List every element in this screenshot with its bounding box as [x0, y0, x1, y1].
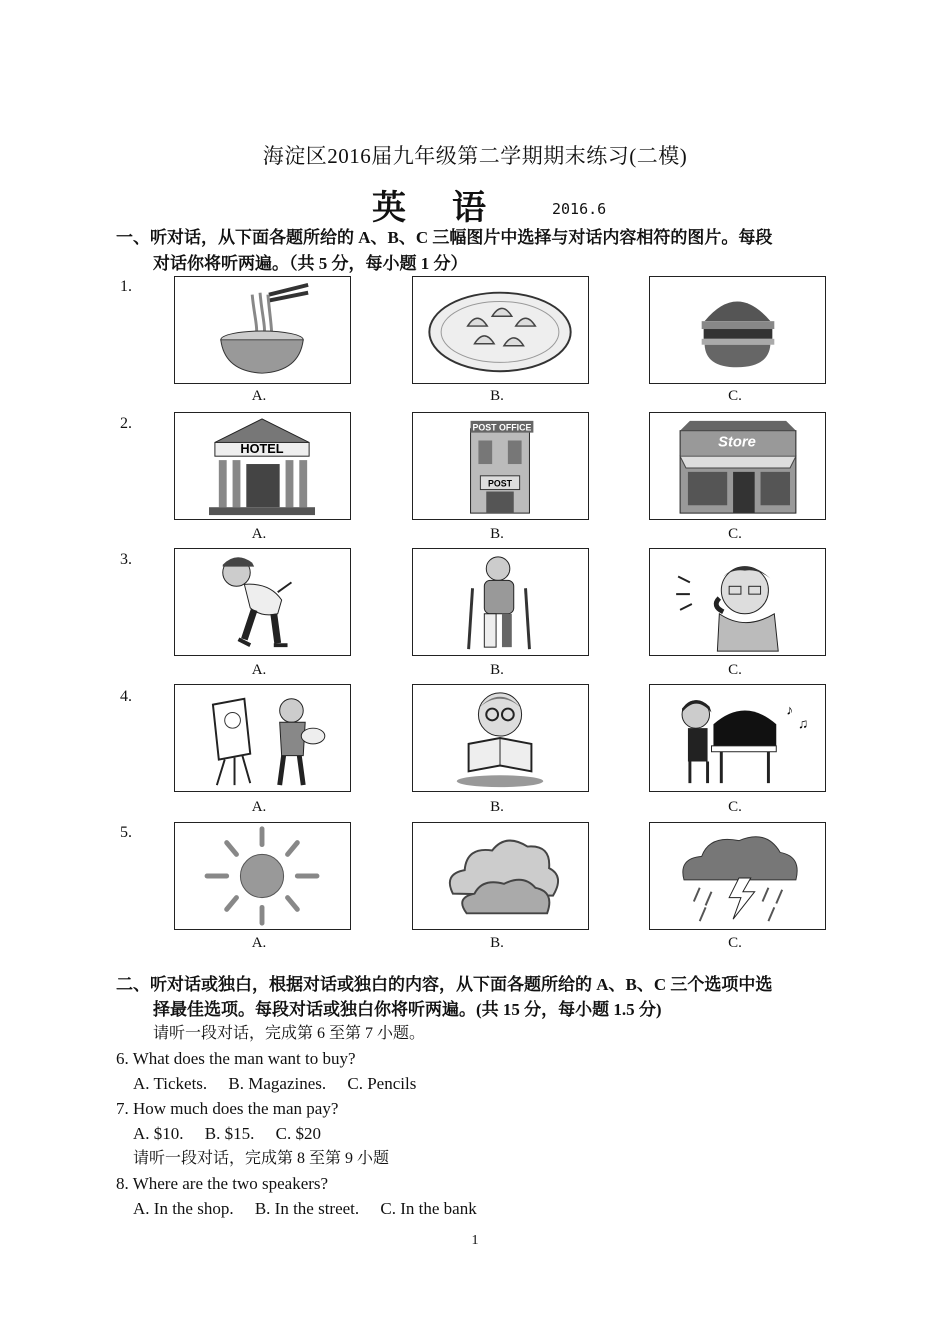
option-label: A. — [251, 935, 267, 951]
store-icon — [650, 413, 825, 519]
option-picture[interactable] — [174, 548, 351, 656]
question-number: 5. — [120, 824, 132, 841]
hotel-sign: HOTEL — [240, 441, 284, 457]
hamburger-icon — [650, 277, 825, 383]
option-picture[interactable] — [412, 412, 589, 520]
toothache-icon — [650, 549, 825, 655]
question-6-options[interactable]: A. Tickets. B. Magazines. C. Pencils — [133, 1074, 417, 1093]
stormy-icon — [650, 823, 825, 929]
store-sign: Store — [718, 434, 756, 451]
option-picture[interactable] — [412, 822, 589, 930]
question-8: 8. Where are the two speakers? — [116, 1174, 329, 1193]
option-picture[interactable] — [412, 548, 589, 656]
option-picture[interactable] — [649, 548, 826, 656]
option-label: B. — [490, 799, 504, 815]
option-picture[interactable] — [649, 276, 826, 384]
option-label: C. — [728, 935, 742, 951]
question-number: 1. — [120, 278, 132, 295]
option-label: B. — [490, 935, 504, 951]
hotel-icon — [175, 413, 350, 519]
dumplings-icon — [413, 277, 588, 383]
option-picture[interactable] — [174, 684, 351, 792]
cloudy-icon — [413, 823, 588, 929]
option-label: C. — [728, 662, 742, 678]
option-label: C. — [728, 388, 742, 404]
option-label: A. — [251, 388, 267, 404]
post-office-sign: POST OFFICE — [472, 422, 532, 433]
pianist-icon — [650, 685, 825, 791]
question-7-options[interactable]: A. $10. B. $15. C. $20 — [133, 1124, 321, 1143]
page-number: 1 — [471, 1233, 479, 1248]
option-picture[interactable] — [649, 684, 826, 792]
option-picture[interactable] — [174, 412, 351, 520]
painter-icon — [175, 685, 350, 791]
option-label: B. — [490, 662, 504, 678]
broken-leg-icon — [413, 549, 588, 655]
option-label: A. — [251, 799, 267, 815]
question-number: 4. — [120, 688, 132, 705]
sunny-icon — [175, 823, 350, 929]
option-picture[interactable] — [174, 822, 351, 930]
option-label: A. — [251, 662, 267, 678]
question-number: 3. — [120, 551, 132, 568]
question-7: 7. How much does the man pay? — [116, 1099, 339, 1118]
option-label: A. — [251, 526, 267, 542]
section2-heading-2: 择最佳选项。每段对话或独白你将听两遍。(共 15 分，每小题 1.5 分) — [153, 1000, 662, 1019]
exam-date: 2016.6 — [552, 200, 607, 218]
music-note-icon: ♪ — [786, 702, 793, 718]
option-picture[interactable] — [649, 412, 826, 520]
subject-title: 英 语 — [372, 190, 492, 227]
option-picture[interactable] — [174, 276, 351, 384]
section1-heading-2: 对话你将听两遍。（共 5 分，每小题 1 分） — [153, 254, 468, 273]
question-6: 6. What does the man want to buy? — [116, 1049, 356, 1068]
option-label: C. — [728, 526, 742, 542]
svg-text:♫: ♫ — [797, 716, 809, 732]
instruction: 请听一段对话，完成第 8 至第 9 小题 — [133, 1150, 390, 1167]
option-label: B. — [490, 526, 504, 542]
post-sign: POST — [487, 478, 513, 489]
page-title: 海淀区2016届九年级第二学期期末练习(二模) — [262, 144, 688, 168]
question-8-options[interactable]: A. In the shop. B. In the street. C. In the bank — [133, 1199, 477, 1218]
option-label: B. — [490, 388, 504, 404]
backache-icon — [175, 549, 350, 655]
option-picture[interactable] — [412, 276, 589, 384]
instruction: 请听一段对话，完成第 6 至第 7 小题。 — [153, 1025, 426, 1042]
reader-icon — [413, 685, 588, 791]
option-label: C. — [728, 799, 742, 815]
section1-heading: 一、听对话，从下面各题所给的 A、B、C 三幅图片中选择与对话内容相符的图片。每段 — [116, 228, 773, 247]
noodles-icon — [175, 277, 350, 383]
section2-heading: 二、听对话或独白，根据对话或独白的内容，从下面各题所给的 A、B、C 三个选项中选 — [116, 975, 773, 994]
post-office-icon — [413, 413, 588, 519]
option-picture[interactable] — [649, 822, 826, 930]
option-picture[interactable] — [412, 684, 589, 792]
question-number: 2. — [120, 415, 132, 432]
